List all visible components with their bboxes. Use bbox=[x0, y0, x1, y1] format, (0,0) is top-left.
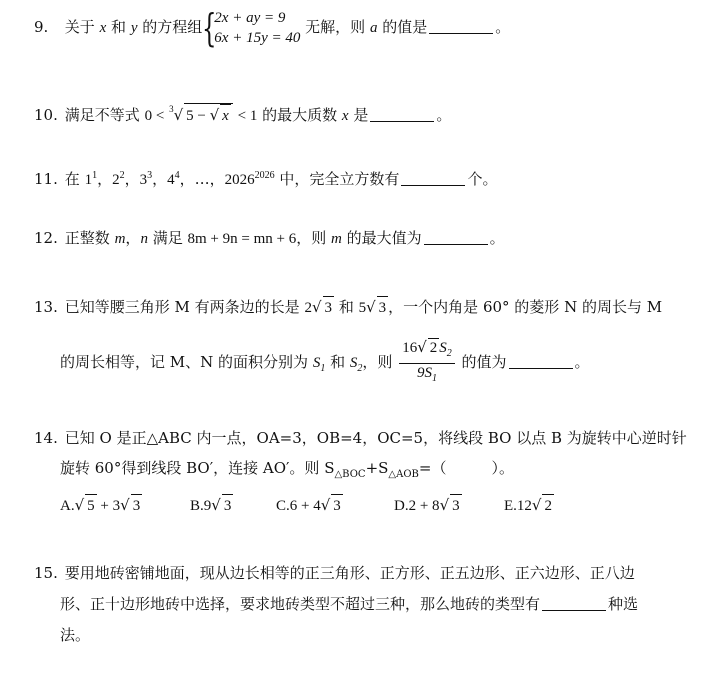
s2: $S_2$ bbox=[349, 355, 363, 374]
text: 种选 bbox=[608, 595, 639, 613]
text: 和 bbox=[111, 18, 127, 36]
answer-blank[interactable] bbox=[429, 19, 493, 34]
equation-system bbox=[202, 8, 300, 48]
numerator: 16√ 2 $S_2$ bbox=[399, 338, 455, 364]
question-number: 14. bbox=[34, 429, 58, 447]
answer-blank[interactable] bbox=[424, 230, 488, 245]
text: 的值为 bbox=[461, 353, 507, 371]
side-1: 2√ 3 bbox=[304, 300, 334, 316]
radical-icon: √ bbox=[173, 106, 184, 124]
question-11: 11. 在 $1^1$，$2^2$，$3^3$，$4^4$，…，$2026^{2026}$ 中，完全立方数有 个。 bbox=[34, 170, 498, 188]
question-9 bbox=[34, 8, 510, 48]
radical-icon: √ bbox=[209, 106, 220, 124]
text: 形、正十边形地砖中选择，要求地砖类型不超过三种，那么地砖的类型有 bbox=[60, 595, 541, 613]
var-y: y bbox=[130, 20, 138, 36]
question-15-line-2 bbox=[60, 593, 638, 615]
equation-2: 6x + 15y = 40 bbox=[214, 30, 301, 46]
text: 。 bbox=[495, 18, 511, 36]
option-b[interactable]: B.9√ 3 bbox=[190, 494, 233, 517]
answer-blank[interactable] bbox=[401, 171, 465, 186]
question-13 bbox=[34, 296, 662, 319]
text: 的最大值为 bbox=[346, 229, 422, 247]
denominator: $9S_1$ bbox=[416, 365, 437, 384]
text: 要用地砖密铺地面，现从边长相等的正三角形、正方形、正五边形、正六边形、正八边 bbox=[64, 564, 635, 582]
question-number: 9. bbox=[34, 18, 49, 36]
text: 满足 bbox=[152, 229, 183, 247]
text: 中，完全立方数有 bbox=[279, 170, 400, 188]
text: ，…， bbox=[179, 170, 225, 188]
question-13-line-2 bbox=[60, 338, 590, 388]
text: ，则 bbox=[296, 229, 327, 247]
text: 的最大质数 bbox=[262, 106, 338, 124]
option-c[interactable]: C.6 + 4√ 3 bbox=[276, 494, 343, 517]
subscript: △AOB bbox=[388, 469, 419, 480]
var-x: x bbox=[220, 104, 231, 127]
brace-icon: { bbox=[202, 6, 217, 50]
s1: $S_1$ bbox=[312, 355, 326, 374]
question-14 bbox=[34, 427, 687, 449]
answer-blank[interactable] bbox=[542, 596, 606, 611]
text: =（ ）。 bbox=[418, 459, 514, 477]
text: 。 bbox=[489, 229, 505, 247]
text: 5 − bbox=[186, 108, 206, 124]
question-number: 11. bbox=[34, 170, 58, 188]
text: 和 bbox=[330, 353, 346, 371]
text: 正整数 bbox=[64, 229, 110, 247]
option-e[interactable]: E.12√ 2 bbox=[504, 494, 554, 517]
text: 已知等腰三角形 M 有两条边的长是 bbox=[64, 298, 300, 316]
power-1: $1^1$ bbox=[84, 170, 98, 188]
question-number: 15. bbox=[34, 564, 58, 582]
text: ， bbox=[125, 229, 141, 247]
question-15-line-3 bbox=[60, 624, 90, 646]
power-2: $2^2$ bbox=[112, 170, 125, 188]
var-m: m bbox=[331, 231, 342, 247]
question-number: 12. bbox=[34, 229, 58, 247]
text: 法。 bbox=[60, 626, 91, 644]
text: 无解，则 bbox=[305, 18, 366, 36]
text: 个。 bbox=[467, 170, 498, 188]
question-10 bbox=[34, 98, 451, 127]
text: 。 bbox=[436, 106, 452, 124]
text: 在 bbox=[64, 170, 80, 188]
power-last: $2026^{2026}$ bbox=[224, 170, 275, 188]
text: ，则 bbox=[362, 353, 393, 371]
text: +S bbox=[365, 459, 389, 477]
text: 和 bbox=[338, 298, 354, 316]
var-m: m bbox=[114, 231, 126, 247]
text: ，一个内角是 60° 的菱形 N 的周长与 M bbox=[388, 298, 663, 316]
var-x: x bbox=[341, 108, 349, 124]
question-14-line-2 bbox=[60, 457, 514, 486]
radicand bbox=[184, 103, 233, 127]
option-d[interactable]: D.2 + 8√ 3 bbox=[394, 494, 462, 517]
root-index: 3 bbox=[169, 104, 174, 114]
question-number: 13. bbox=[34, 298, 58, 316]
inequality-right: < 1 bbox=[237, 108, 258, 124]
answer-blank[interactable] bbox=[509, 354, 573, 369]
power-4: $4^4$ bbox=[167, 170, 180, 188]
var-n: n bbox=[140, 231, 148, 247]
fraction bbox=[399, 338, 455, 388]
subscript: △BOC bbox=[334, 469, 366, 480]
answer-blank[interactable] bbox=[370, 107, 434, 122]
text: 的值是 bbox=[382, 18, 428, 36]
equation: 8m + 9n = mn + 6 bbox=[187, 231, 297, 247]
text: 的周长相等，记 M、N 的面积分别为 bbox=[60, 353, 309, 371]
text: 。 bbox=[574, 353, 590, 371]
text: 是 bbox=[353, 106, 369, 124]
side-2: 5√ 3 bbox=[359, 300, 389, 316]
option-a[interactable]: A.√ 5 + 3√ 3 bbox=[60, 494, 142, 517]
text: 满足不等式 bbox=[64, 106, 140, 124]
inequality-left: 0 < bbox=[144, 108, 165, 124]
text: 旋转 60°得到线段 BO′，连接 AO′。则 S bbox=[60, 459, 335, 477]
text: 已知 O 是正△ABC 内一点，OA=3，OB=4，OC=5，将线段 BO 以点 B 为旋转中心逆时针 bbox=[64, 429, 687, 447]
text: 的方程组 bbox=[142, 18, 203, 36]
question-12 bbox=[34, 227, 505, 250]
question-15 bbox=[34, 562, 635, 584]
question-number: 10. bbox=[34, 106, 58, 124]
power-3: $3^3$ bbox=[139, 170, 153, 188]
equation-1: 2x + ay = 9 bbox=[214, 10, 286, 26]
text: 关于 bbox=[64, 18, 95, 36]
var-a: a bbox=[369, 20, 378, 36]
var-x: x bbox=[99, 20, 107, 36]
